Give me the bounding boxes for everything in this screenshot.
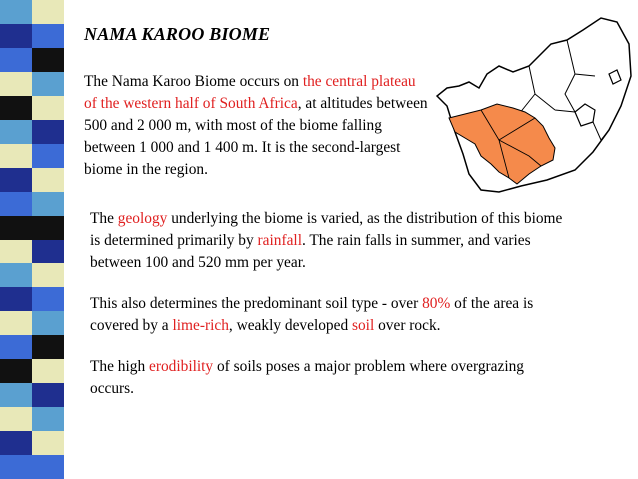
intro-text-1: The Nama Karoo Biome occurs on: [84, 73, 303, 90]
soil-text-1: This also determines the predominant soil type - over: [90, 295, 423, 312]
erodibility-highlight: erodibility: [149, 358, 214, 375]
south-africa-map-icon: [425, 14, 635, 199]
stripe-column-left: [0, 0, 32, 479]
erodibility-paragraph: [90, 356, 570, 400]
geology-highlight: geology: [117, 210, 168, 227]
geology-text-2: underlying the biome is varied, as the distribution of this biome is determined primarily by: [90, 210, 563, 249]
decorative-stripe-bar: [0, 0, 64, 479]
intro-text-2: , at altitudes between 500 and 2 000 m, with most of the biome falling between 1 000 and 1 400 m. It is the second-largest biome in the region.: [84, 95, 428, 178]
erodibility-text-1: The high: [90, 358, 149, 375]
geology-text-3: . The rain falls in summer, and varies between 100 and 520 mm per year.: [90, 232, 531, 271]
stripe-column-right: [32, 0, 64, 479]
slide-title: NAMA KAROO BIOME: [84, 24, 271, 44]
soil-highlight: soil: [352, 317, 375, 334]
soil-text-3: , weakly developed: [228, 317, 352, 334]
lime-rich-highlight: lime-rich: [172, 317, 229, 334]
soil-text-2: of the area is covered by a: [90, 295, 534, 334]
intro-paragraph: [84, 71, 429, 181]
percent-highlight: 80%: [422, 295, 451, 312]
erodibility-text-2: of soils poses a major problem where overgrazing occurs.: [90, 358, 524, 397]
rainfall-highlight: rainfall: [257, 232, 302, 249]
geology-paragraph: [90, 208, 570, 274]
soil-paragraph: [90, 293, 570, 337]
soil-text-4: over rock.: [374, 317, 441, 334]
intro-highlight-location: the central plateau of the western half of South Africa: [84, 73, 416, 112]
geology-text-1: The: [90, 210, 118, 227]
